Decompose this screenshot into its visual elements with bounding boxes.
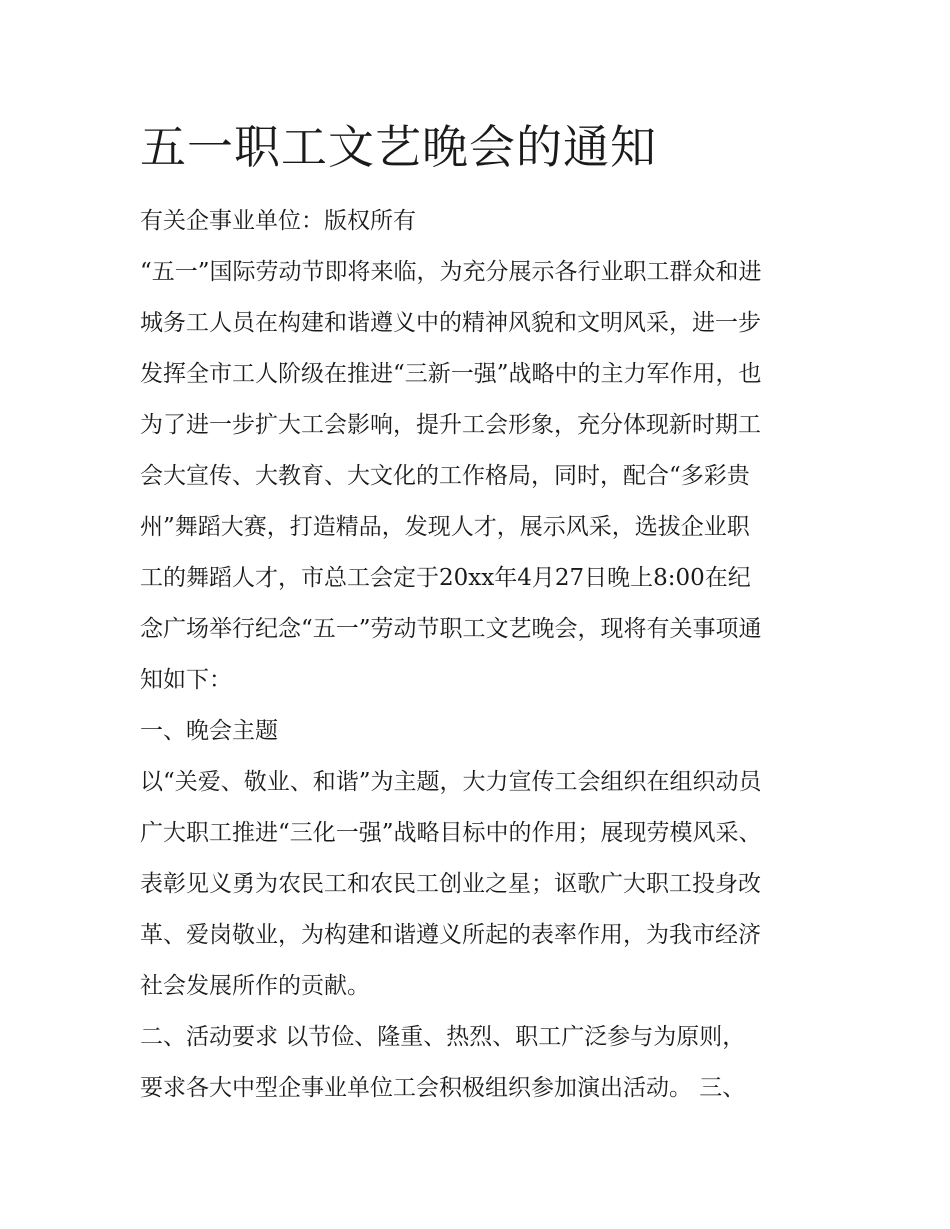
body-text-line: 工的舞蹈人才，市总工会定于20xx年4月27日晚上8:00在纪 xyxy=(140,565,751,591)
body-text-line: 要求各大中型企事业单位工会积极组织参加演出活动。 三、 xyxy=(140,1075,746,1101)
section-heading-theme: 一、晚会主题 xyxy=(140,718,278,744)
body-text-line: 为了进一步扩大工会影响，提升工会形象，充分体现新时期工 xyxy=(140,412,761,438)
body-text-line: 城务工人员在构建和谐遵义中的精神风貌和文明风采，进一步 xyxy=(140,310,761,336)
body-text-line: 以“关爱、敬业、和谐”为主题，大力宣传工会组织在组织动员 xyxy=(140,769,762,795)
section-heading-requirements: 二、活动要求 以节俭、隆重、热烈、职工广泛参与为原则， xyxy=(140,1024,746,1050)
body-text-line: 表彰见义勇为农民工和农民工创业之星；讴歌广大职工投身改 xyxy=(140,871,761,897)
addressee-line: 有关企事业单位：版权所有 xyxy=(140,208,416,234)
body-text-line: “五一”国际劳动节即将来临，为充分展示各行业职工群众和进 xyxy=(140,259,762,285)
body-text-line: 革、爱岗敬业，为构建和谐遵义所起的表率作用，为我市经济 xyxy=(140,922,761,948)
body-text-line: 社会发展所作的贡献。 xyxy=(140,973,370,999)
body-text-line: 知如下： xyxy=(140,667,232,693)
body-text-line: 会大宣传、大教育、大文化的工作格局，同时，配合“多彩贵 xyxy=(140,463,750,489)
body-text-line: 广大职工推进“三化一强”战略目标中的作用；展现劳模风采、 xyxy=(140,820,762,846)
document-title: 五一职工文艺晚会的通知 xyxy=(140,120,657,174)
body-text-line: 念广场举行纪念“五一”劳动节职工文艺晚会，现将有关事项通 xyxy=(140,616,762,642)
body-text-line: 发挥全市工人阶级在推进“三新一强”战略中的主力军作用，也 xyxy=(140,361,762,387)
body-text-line: 州”舞蹈大赛，打造精品，发现人才，展示风采，选拔企业职 xyxy=(140,514,750,540)
